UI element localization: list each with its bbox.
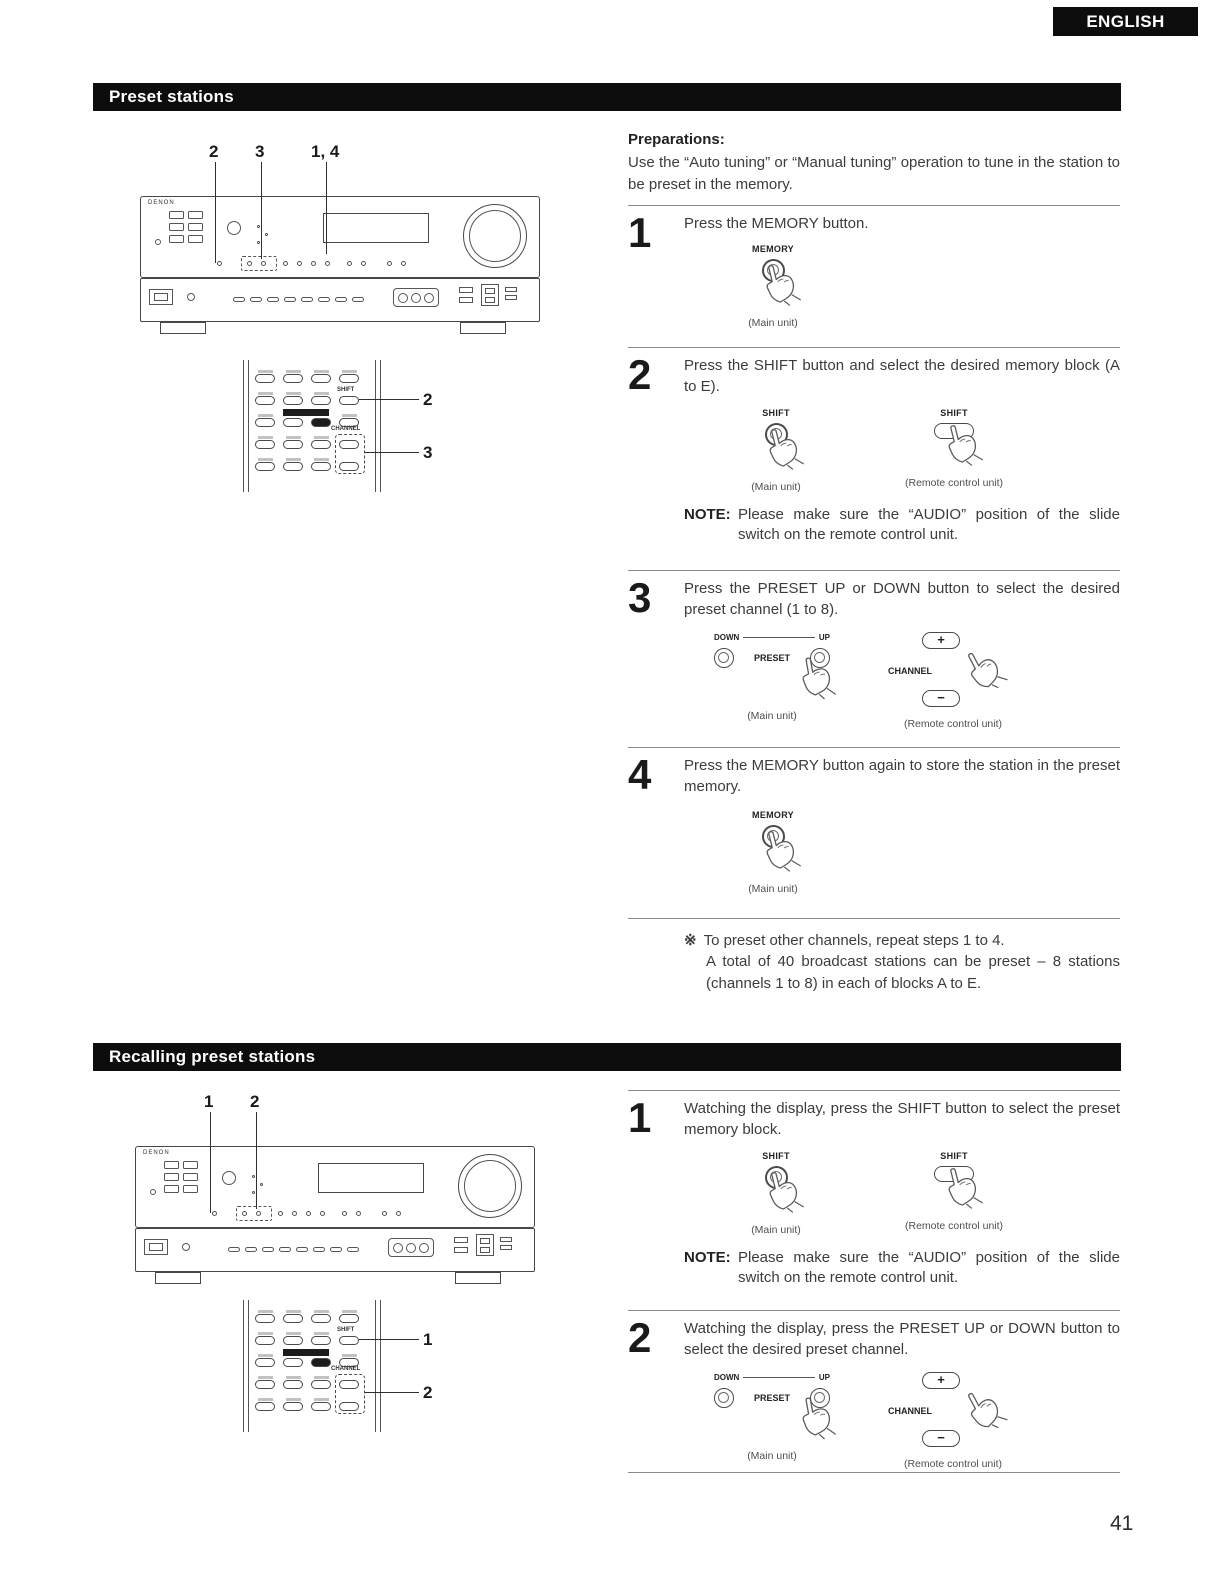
callout-number: 1 [204,1092,214,1111]
remote-label-band [283,409,329,416]
note-text: Please make sure the “AUDIO” position of the slide switch on the remote control unit. [738,505,1120,544]
remote-button [311,462,331,471]
step-number: 2 [628,351,651,398]
panel-button [301,297,313,302]
panel-button [347,1247,359,1252]
memory-button-figure [736,809,810,897]
unit-caption: (Remote control unit) [905,477,1004,489]
panel-knob-small [150,1189,156,1195]
phones-jack [222,1171,236,1185]
step-number: 4 [628,751,651,798]
remote-control-diagram [243,1300,453,1432]
remote-button [283,1380,303,1389]
remote-button [283,1336,303,1345]
indicator-dot [257,225,260,228]
callout-line [365,1392,419,1393]
preset-down-button [714,648,734,668]
pointing-hand-icon [792,1393,841,1446]
remote-edge [248,360,249,492]
language-banner: ENGLISH [1053,7,1198,36]
panel-button [188,223,203,231]
remote-button [283,1402,303,1411]
panel-switch [459,287,473,293]
callout-number: 2 [250,1092,260,1111]
panel-knob-small [155,239,161,245]
callout-number: 1, 4 [311,142,340,161]
panel-button [297,261,302,266]
pointing-hand-icon [758,423,810,478]
input-jacks [393,288,439,307]
channel-micro-label: CHANNEL [331,1366,361,1372]
power-button [144,1239,168,1255]
panel-button [387,261,392,266]
panel-button [183,1173,198,1181]
input-jacks [388,1238,434,1257]
receiver-lower-panel [135,1228,535,1272]
panel-button [278,1211,283,1216]
panel-button [233,297,245,302]
panel-button [247,261,252,266]
channel-micro-label: CHANNEL [331,426,361,432]
callout-number: 2 [209,142,219,161]
panel-switch [454,1247,468,1253]
remote-button [283,440,303,449]
memory-button-figure [736,243,810,331]
remote-button [311,1358,331,1367]
display-window [323,213,429,243]
footnote-line: To preset other channels, repeat steps 1 to 4. [703,932,1005,949]
panel-button [318,297,330,302]
panel-button [325,261,330,266]
panel-button [164,1161,179,1169]
panel-button [347,261,352,266]
panel-button [245,1247,257,1252]
panel-button [169,211,184,219]
channel-buttons-outline [335,434,365,474]
channel-buttons-figure [888,1372,1018,1472]
step-number: 3 [628,574,651,621]
note [684,1248,1120,1289]
remote-button [255,1402,275,1411]
shift-label: SHIFT [940,1151,968,1161]
remote-control-diagram [243,360,453,492]
indicator-dot [260,1183,263,1186]
remote-edge [375,1300,376,1432]
panel-button [279,1247,291,1252]
note-label: NOTE: [684,1248,731,1266]
panel-button [330,1247,342,1252]
unit-caption: (Remote control unit) [903,718,1003,730]
remote-button [339,1314,359,1323]
callout-line [210,1112,211,1213]
unit-caption: (Main unit) [751,481,801,493]
panel-button [242,1211,247,1216]
preparations-text: Use the “Auto tuning” or “Manual tuning” operation to tune in the station to be preset in the memory. [628,154,1120,193]
divider [628,1472,1120,1473]
remote-button [283,462,303,471]
channel-buttons-figure [888,632,1018,732]
preparations [628,129,1120,195]
remote-button [311,1402,331,1411]
callout-line [261,162,262,259]
shift-button-main-figure [739,1150,813,1238]
panel-switch [500,1237,512,1242]
remote-button [255,418,275,427]
panel-button [306,1211,311,1216]
panel-button [261,261,266,266]
recall-step-1 [628,1094,1120,1289]
step-text: Watching the display, press the SHIFT button to select the preset memory block. [684,1100,1120,1138]
callout-number: 1 [423,1330,433,1349]
memory-label: MEMORY [752,244,794,254]
remote-button [255,374,275,383]
panel-button [256,1211,261,1216]
panel-switch [500,1245,512,1250]
remote-button [311,374,331,383]
unit-caption: (Main unit) [751,1224,801,1236]
divider [628,1090,1120,1091]
panel-button [292,1211,297,1216]
pointing-hand-icon [956,641,1015,701]
channel-up-button: + [922,632,960,649]
shift-button [339,1336,359,1345]
callout-line [359,399,419,400]
remote-edge [380,360,381,492]
note-label: NOTE: [684,505,731,523]
unit-caption: (Main unit) [747,1450,797,1462]
panel-button [361,261,366,266]
panel-button [188,211,203,219]
channel-label: CHANNEL [888,666,932,676]
power-button [149,289,173,305]
panel-switch [485,297,495,303]
preset-updown-figure [714,1372,830,1464]
remote-button [255,1336,275,1345]
volume-knob [463,204,527,268]
pointing-hand-icon [792,653,841,706]
callout-number: 2 [423,390,433,409]
panel-button [342,1211,347,1216]
callout-line [326,162,327,254]
remote-button [255,1358,275,1367]
panel-button [356,1211,361,1216]
note-text: Please make sure the “AUDIO” position of the slide switch on the remote control unit. [738,1248,1120,1287]
receiver-upper-panel [135,1146,535,1228]
panel-button [188,235,203,243]
remote-button [255,462,275,471]
preparations-title: Preparations: [628,131,725,148]
remote-button [255,1314,275,1323]
shift-button-remote-figure [905,407,1003,491]
remote-button [255,1380,275,1389]
panel-button [164,1173,179,1181]
step-1 [628,209,1120,331]
panel-switch [505,295,517,300]
down-label: DOWN [714,633,740,642]
panel-button [267,297,279,302]
pointing-hand-icon [937,1162,989,1217]
channel-down-button: − [922,690,960,707]
remote-label-band [283,1349,329,1356]
display-window [318,1163,424,1193]
callout-line [256,1112,257,1209]
down-up-line [743,1377,815,1378]
preset-updown-figure [714,632,830,724]
panel-button [164,1185,179,1193]
panel-button [352,297,364,302]
panel-button [212,1211,217,1216]
remote-button [339,374,359,383]
remote-edge [375,360,376,492]
panel-button [262,1247,274,1252]
remote-edge [243,360,244,492]
pointing-hand-icon [755,825,807,880]
shift-button-remote-figure [905,1150,1003,1234]
shift-label: SHIFT [940,408,968,418]
panel-switch [459,297,473,303]
panel-switch [454,1237,468,1243]
callout-line [215,162,216,263]
shift-button-main-figure [739,407,813,495]
divider [628,747,1120,748]
divider [628,1310,1120,1311]
remote-button [311,396,331,405]
shift-micro-label: SHIFT [337,387,355,393]
footnote [684,930,1120,994]
section-title-preset-stations: Preset stations [93,83,1121,111]
step-2 [628,351,1120,546]
remote-button [255,440,275,449]
phones-jack [227,221,241,235]
step-text: Press the SHIFT button and select the desired memory block (A to E). [684,357,1120,395]
up-label: UP [818,633,830,642]
footnote-line: A total of 40 broadcast stations can be preset – 8 stations (channels 1 to 8) in each of blocks A to E. [706,953,1120,992]
divider [628,205,1120,206]
pointing-hand-icon [937,419,989,474]
remote-button [311,1314,331,1323]
page-number: 41 [1110,1512,1134,1535]
step-text: Press the MEMORY button. [684,215,869,232]
divider [628,918,1120,919]
receiver-foot [455,1272,501,1284]
memory-label: MEMORY [752,810,794,820]
callout-number: 3 [423,443,433,462]
panel-button [250,297,262,302]
unit-caption: (Remote control unit) [905,1220,1004,1232]
shift-micro-label: SHIFT [337,1327,355,1333]
pointing-hand-icon [755,259,807,314]
panel-button [217,261,222,266]
receiver-foot [155,1272,201,1284]
callout-number: 3 [255,142,265,161]
remote-button [283,418,303,427]
preset-label: PRESET [753,652,790,663]
panel-switch [505,287,517,292]
remote-button [311,418,331,427]
panel-switch [480,1238,490,1244]
note [684,505,1120,546]
unit-caption: (Main unit) [748,317,798,329]
remote-button [283,396,303,405]
remote-button [311,440,331,449]
remote-edge [243,1300,244,1432]
indicator-dot [252,1175,255,1178]
down-up-line [743,637,815,638]
step-number: 1 [628,1094,651,1141]
unit-caption: (Remote control unit) [903,1458,1003,1470]
callout-line [359,1339,419,1340]
section-title-recalling-preset-stations: Recalling preset stations [93,1043,1121,1071]
panel-button [313,1247,325,1252]
unit-caption: (Main unit) [748,883,798,895]
panel-button [183,1161,198,1169]
callout-line [365,452,419,453]
panel-button [335,297,347,302]
up-label: UP [818,1373,830,1382]
remote-edge [380,1300,381,1432]
panel-switch [485,288,495,294]
panel-button [401,261,406,266]
panel-switch [480,1247,490,1253]
panel-button [283,261,288,266]
brand-logo: DENON [143,1150,170,1156]
panel-button [169,223,184,231]
volume-knob [458,1154,522,1218]
step-number: 2 [628,1314,651,1361]
brand-logo: DENON [148,200,175,206]
panel-button [320,1211,325,1216]
step-text: Watching the display, press the PRESET UP or DOWN button to select the desired preset channel. [684,1320,1120,1358]
step-4 [628,751,1120,897]
panel-button [228,1247,240,1252]
receiver-lower-panel [140,278,540,322]
panel-button [296,1247,308,1252]
receiver-foot [160,322,206,334]
receiver-foot [460,322,506,334]
indicator-dot [265,233,268,236]
indicator-dot [257,241,260,244]
down-label: DOWN [714,1373,740,1382]
remote-button [283,1314,303,1323]
shift-button [339,396,359,405]
channel-up-button: + [922,1372,960,1389]
panel-button [396,1211,401,1216]
remote-edge [248,1300,249,1432]
panel-button [183,1185,198,1193]
panel-knob-small [182,1243,190,1251]
remote-button [283,374,303,383]
pointing-hand-icon [956,1381,1015,1441]
panel-button [311,261,316,266]
pointing-hand-icon [758,1166,810,1221]
reference-mark: ※ [684,932,697,949]
receiver-front-panel-diagram [130,142,560,342]
step-text: Press the PRESET UP or DOWN button to select the desired preset channel (1 to 8). [684,580,1120,618]
divider [628,570,1120,571]
remote-button [255,396,275,405]
panel-knob-small [187,293,195,301]
step-3 [628,574,1120,732]
step-text: Press the MEMORY button again to store the station in the preset memory. [684,757,1120,795]
remote-button [311,1336,331,1345]
unit-caption: (Main unit) [747,710,797,722]
preset-label: PRESET [753,1392,790,1403]
recall-step-2 [628,1314,1120,1472]
shift-label: SHIFT [762,1151,790,1161]
shift-label: SHIFT [762,408,790,418]
remote-button [283,1358,303,1367]
indicator-dot [252,1191,255,1194]
panel-button [169,235,184,243]
step-number: 1 [628,209,651,256]
preset-down-button [714,1388,734,1408]
channel-buttons-outline [335,1374,365,1414]
receiver-upper-panel [140,196,540,278]
channel-label: CHANNEL [888,1406,932,1416]
callout-number: 2 [423,1383,433,1402]
panel-button [382,1211,387,1216]
divider [628,347,1120,348]
remote-button [311,1380,331,1389]
channel-down-button: − [922,1430,960,1447]
panel-button [284,297,296,302]
receiver-front-panel-diagram [125,1092,555,1292]
